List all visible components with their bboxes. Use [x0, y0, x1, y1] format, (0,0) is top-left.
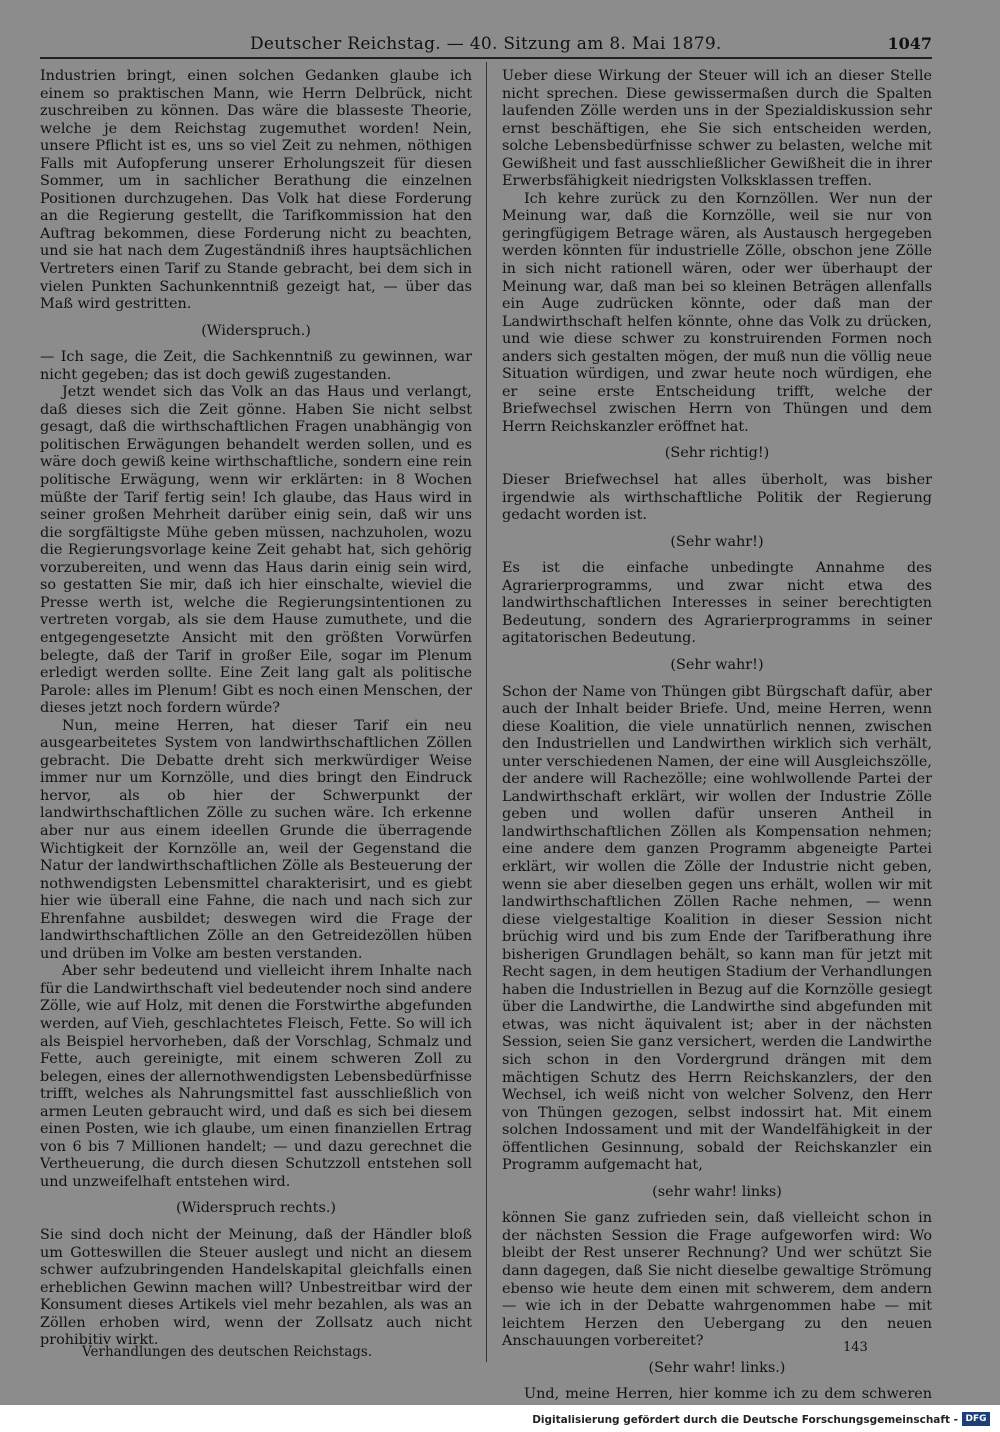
- speech-paragraph: Es ist die einfache unbedingte Annahme des Agrarierprogramms, und zwar nicht etwa des landwirthschaftlichen Interesses in seiner berechtigten Bedeutung, sondern des Agrarierprogramms in seiner agitatorischen Bedeutung.: [502, 560, 932, 647]
- speech-remark: (Widerspruch rechts.): [175, 1200, 337, 1217]
- speech-paragraph: Schon der Name von Thüngen gibt Bürgschaft dafür, aber auch der Inhalt beider Briefe. Und, meine Herren, wenn diese Koalition, die viele unnatürlich nennen, zwischen den Industriellen und Landwirthen wirklich sich verhält, unter verschiedenen Namen, der eine will Ausgleichszölle, der andere will Rachezölle; eine wohlwollende Partei der Landwirthschaft erklärt, wir wollen der Industrie Zölle geben und wollen dafür unseren Antheil in landwirthschaftlichen Zöllen als Kompensation nehmen; eine andere dem ganzen Programm abgeneigte Partei erklärt, wir wollen die Zölle der Industrie nicht geben, wenn sie aber dieselben gegen uns erhält, wollen wir mit landwirthschaftlichen Zöllen Rache nehmen, — wenn diese vielgestaltige Koalition in dieser Session nicht brüchig wird und bis zum Ende der Tarifberathung ihre bisherigen Grundlagen behält, so kann man für jetzt mit Recht sagen, in dem heutigen Stadium der Verhandlungen haben die Industriellen in Bezug auf die Kornzölle gesiegt über die Landwirthe, die Landwirthe sind abgefunden mit etwas, was nicht äquivalent ist; aber in der nächsten Session, seien Sie ganz versichert, werden die Landwirthe sich schon in den Vordergrund drängen mit dem mächtigen Schutz des Herrn Reichskanzlers, der den Wechsel, ich weiß nicht von welcher Solvenz, den Herr von Thüngen gezogen, selbst indossirt hat. Mit einem solchen Indossament und mit der Wandelfähigkeit in der öffentlichen Gesinnung, sobald der Reichskanzler ein Programm aufgemacht hat,: [502, 683, 932, 1174]
- speech-paragraph: Industrien bringt, einen solchen Gedanken glaube ich einem so praktischen Mann, wie Herrn Delbrück, nicht zuschreiben zu können. Das wäre die blasseste Theorie, welche je dem Reichstag zugemuthet worden! Nein, unsere Pflicht ist es, uns so viel Zeit zu nehmen, nöthigen Falls mit Aufopferung unserer Erholungszeit für diesen Sommer, um in sachlicher Berathung die einzelnen Positionen durchzugehen. Das Volk hat diese Forderung an die Regierung gestellt, die Tarifkommission hat den Auftrag bekommen, diese Forderung nicht zu beachten, und sie hat nach dem Zugeständniß ihres hauptsächlichen Vertreters einen Tarif zu Stande gebracht, bei dem sich in vielen Punkten Sachunkenntniß gezeigt hat, — über das Maß wird gestritten.: [40, 68, 472, 313]
- speech-paragraph: Dieser Briefwechsel hat alles überholt, was bisher irgendwie als wirthschaftliche Politik der Regierung gedacht worden ist.: [502, 472, 932, 524]
- column-divider: [486, 62, 487, 1362]
- speech-paragraph: Sie sind doch nicht der Meinung, daß der Händler bloß um Gotteswillen die Steuer auslegt und nicht an diesem schwer aufzubringenden Handelskapital gleichfalls einen erheblichen Gewinn machen will? Unbestreitbar wird der Konsument dieses Artikels viel mehr bezahlen, als was an Zöllen erhoben wird, wenn der Zollsatz auch nicht prohibitiv wirkt.: [40, 1227, 472, 1349]
- right-text-column: [502, 68, 932, 1421]
- digitization-note: Digitalisierung gefördert durch die Deutsche Forschungsgemeinschaft -: [532, 1414, 958, 1426]
- speech-paragraph: Nun, meine Herren, hat dieser Tarif ein neu ausgearbeitetes System von landwirthschaftlichen Zöllen gebracht. Die Debatte dreht sich merkwürdiger Weise immer nur um Kornzölle, und dies bringt den Eindruck hervor, als ob hier der Schwerpunkt der landwirthschaftlichen Zölle zu suchen wäre. Ich erkenne aber nur aus einem ideellen Grunde die überragende Wichtigkeit der Kornzölle an, weil der Gegenstand die Natur der landwirthschaftlichen Zölle als Besteuerung der nothwendigsten Lebensmittel charakterisirt, und es giebt hier wie überall eine Fahne, die nach und nach sich zur Ehrenfahne ausbildet; deswegen wird die Frage der landwirthschaftlichen Zölle an den Getreidezöllen hüben und drüben im Volke am besten verstanden.: [40, 717, 472, 962]
- header-rule: [40, 57, 932, 59]
- speech-remark: (Sehr wahr!): [670, 533, 764, 550]
- speech-paragraph: Und, meine Herren, hier komme ich zu dem schweren: [524, 1386, 932, 1403]
- speech-remark: (Sehr richtig!): [664, 445, 770, 462]
- speech-remark: (Sehr wahr!): [670, 656, 764, 673]
- speech-paragraph: Jetzt wendet sich das Volk an das Haus und verlangt, daß dieses sich die Zeit gönne. Haben Sie nicht selbst gesagt, daß die wirthschaftlichen Fragen unabhängig von politischen Erwägungen behandelt werden sollen, und es wäre doch gewiß keine wirthschaftliche, sondern eine rein politische Erwägung, wenn wir erklärten: in 8 Wochen müßte der Tarif fertig sein! Ich glaube, das Haus wird in seiner großen Mehrheit darüber einig sein, daß wir uns die sorgfältigste Mühe geben müssen, nachzuholen, wozu die Regierungsvorlage keine Zeit gehabt hat, sich gehörig vorzubereiten, und wenn das Haus darin einig sein wird, so gestatten Sie mir, daß ich hier einschalte, wieviel die Presse werth ist, welche die Regierungsintentionen zu vertreten vorgab, als sie dem Hause zumuthete, und die entgegengesetzte Ansicht mit den größten Vorwürfen belegte, daß der Tarif in großer Eile, sogar im Plenum erledigt werden sollte. Eine Zeit lang galt als politische Parole: alles im Plenum! Gibt es noch einen Menschen, der dieses jetzt noch fordern würde?: [40, 384, 472, 717]
- publication-footer: Verhandlungen des deutschen Reichstags.: [82, 1344, 373, 1360]
- dfg-logo: DFG: [962, 1412, 990, 1426]
- speech-paragraph: Ich kehre zurück zu den Kornzöllen. Wer nun der Meinung war, daß die Kornzölle, weil sie nur von geringfügigem Betrage wären, als Austausch hergegeben werden könnten für industrielle Zölle, obschon jene Zölle in sich nicht rationell wären, oder wer überhaupt der Meinung war, daß man bei so kleinen Beträgen allenfalls ein Auge zudrücken könnte, oder daß man der Landwirthschaft helfen könnte, ohne das Volk zu drücken, und wie diese schwer zu konstruirenden Formen noch anders sich gestalten mögen, der muß nun die völlig neue Situation würdigen, und zwar heute noch würdigen, ehe er seine erste Entscheidung trifft, welche der Briefwechsel zwischen Herrn von Thüngen und dem Herrn Reichskanzler eröffnet hat.: [502, 190, 932, 435]
- speech-remark: (sehr wahr! links): [652, 1183, 782, 1200]
- speech-paragraph: können Sie ganz zufrieden sein, daß vielleicht schon in der nächsten Session die Frage aufgeworfen wird: Wo bleibt der Rest unserer Rechnung? Und wer schützt Sie dann dagegen, daß Sie nicht dieselbe gewaltige Strömung ebenso wie heute dem einen mit schwerem, dem andern — wie ich in der Debatte wahrgenommen habe — mit leichtem Herzen den Uebergang zu den neuen Anschauungen vorbereitet?: [502, 1210, 932, 1350]
- speech-paragraph: Ueber diese Wirkung der Steuer will ich an dieser Stelle nicht sprechen. Diese gewissermaßen durch die Spalten laufenden Zölle werden uns in der Spezialdiskussion sehr ernst beschäftigen, ehe Sie sich entscheiden werden, solche Lebensbedürfnisse schwer zu belasten, welche mit Gewißheit und fast ausschließlicher Gewißheit die in ihrer Erwerbsfähigkeit niedrigsten Volksklassen treffen.: [502, 68, 932, 190]
- speech-remark: (Sehr wahr! links.): [648, 1359, 786, 1376]
- speech-paragraph: Aber sehr bedeutend und vielleicht ihrem Inhalte nach für die Landwirthschaft viel bedeutender noch sind andere Zölle, wie auf Holz, mit denen die Forstwirthe abgefunden werden, auf Vieh, geschlachtetes Fleisch, Fette. So will ich als Beispiel hervorheben, daß der Vorschlag, Schmalz und Fette, auch gereinigte, mit einem schweren Zoll zu belegen, eines der allernothwendigsten Lebensbedürfnisse trifft, welches als Nahrungsmittel fast ausschließlich von armen Leuten gebraucht wird, und daß es sich bei diesem einen Posten, wie ich glaube, um einen finanziellen Ertrag von 6 bis 7 Millionen handelt; — und dazu gerechnet die Vertheuerung, die durch diesen Schutzzoll entstehen soll und unzweifelhaft entstehen wird.: [40, 963, 472, 1190]
- speech-remark: (Widerspruch.): [201, 322, 311, 339]
- speech-paragraph: — Ich sage, die Zeit, die Sachkenntniß zu gewinnen, war nicht gegeben; das ist doch gewiß zugestanden.: [40, 349, 472, 383]
- sheet-signature: 143: [843, 1340, 868, 1355]
- page-number: 1047: [887, 34, 932, 53]
- running-title: Deutscher Reichstag. — 40. Sitzung am 8. Mai 1879.: [250, 34, 722, 54]
- left-text-column: [40, 68, 472, 1350]
